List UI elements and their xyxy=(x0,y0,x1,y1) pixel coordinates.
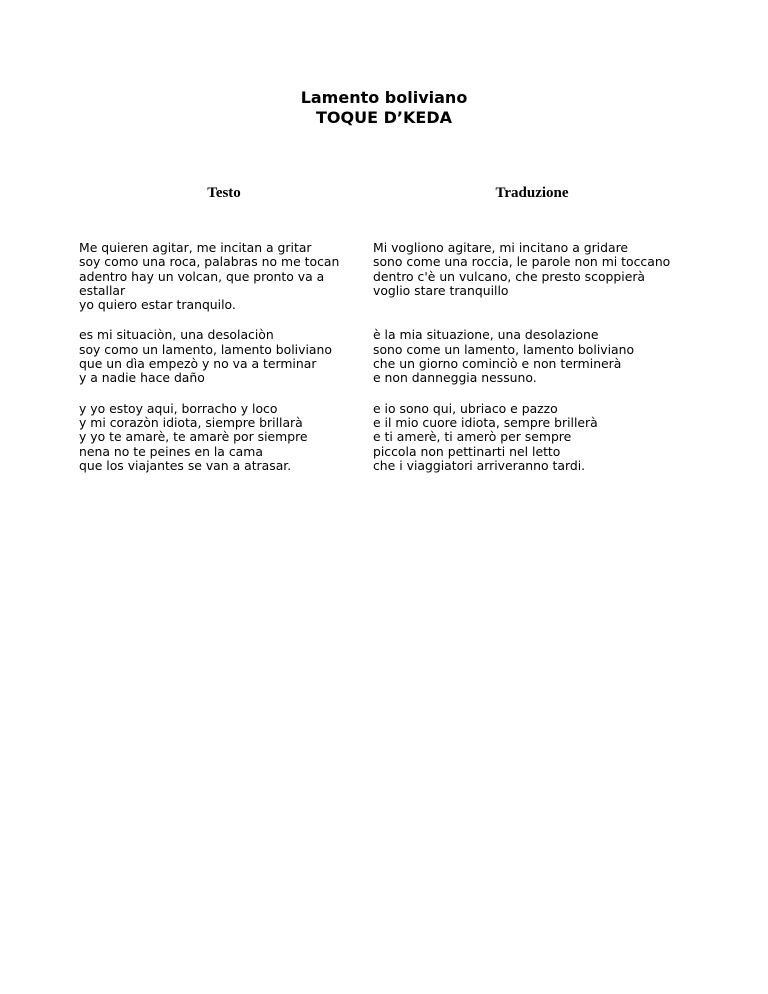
original-line: y yo estoy aqui, borracho y loco xyxy=(79,400,278,416)
original-stanza xyxy=(79,402,354,473)
translation-stanza xyxy=(373,328,693,385)
translation-line: Mi vogliono agitare, mi incitano a gridare xyxy=(373,240,629,255)
original-stanza xyxy=(79,241,354,312)
stanza-row xyxy=(79,328,699,385)
original-line: y a nadie hace daño xyxy=(79,370,205,386)
song-title: Lamento boliviano xyxy=(300,88,468,107)
translation-line: e ti amerè, ti amerò per sempre xyxy=(373,429,572,445)
translation-line: che i viaggiatori arriveranno tardi. xyxy=(373,457,586,473)
original-line: yo quiero estar tranquilo. xyxy=(79,297,236,313)
original-line: que un dìa empezò y no va a terminar xyxy=(79,356,317,372)
translation-line: che un giorno cominciò e non terminerà xyxy=(373,356,622,372)
translation-column-header: Traduzione xyxy=(495,185,569,201)
original-line: nena no te peines en la cama xyxy=(79,443,263,459)
original-line: que los viajantes se van a atrasar. xyxy=(79,457,292,473)
artist-name: TOQUE D’KEDA xyxy=(316,108,452,127)
original-line: y yo te amarè, te amarè por siempre xyxy=(79,429,308,445)
translation-line: sono come un lamento, lamento boliviano xyxy=(373,341,635,357)
title-block xyxy=(0,88,768,128)
translation-stanza xyxy=(373,402,693,473)
original-line: Me quieren agitar, me incitan a gritar xyxy=(79,240,312,255)
translation-line: dentro c'è un vulcano, che presto scoppierà xyxy=(373,268,646,284)
original-column-header: Testo xyxy=(207,185,241,201)
original-line: soy como una roca, palabras no me tocan xyxy=(79,254,340,270)
translation-line: voglio stare tranquillo xyxy=(373,282,509,298)
translation-line: è la mia situazione, una desolazione xyxy=(373,327,599,343)
original-line: y mi corazòn idiota, siempre brillarà xyxy=(79,414,303,430)
translation-stanza xyxy=(373,241,693,312)
translation-line: e io sono qui, ubriaco e pazzo xyxy=(373,400,558,416)
stanza-row xyxy=(79,402,699,473)
translation-line: piccola non pettinarti nel letto xyxy=(373,443,561,459)
translation-line: sono come una roccia, le parole non mi toccano xyxy=(373,254,671,270)
original-line: soy como un lamento, lamento boliviano xyxy=(79,341,332,357)
original-line: adentro hay un volcan, que pronto va a estallar xyxy=(79,268,325,298)
translation-line: e il mio cuore idiota, sempre brillerà xyxy=(373,414,598,430)
original-line: es mi situaciòn, una desolaciòn xyxy=(79,327,274,343)
original-stanza xyxy=(79,328,354,385)
stanza-row xyxy=(79,241,699,312)
lyrics-table xyxy=(79,241,699,489)
translation-line: e non danneggia nessuno. xyxy=(373,370,537,386)
